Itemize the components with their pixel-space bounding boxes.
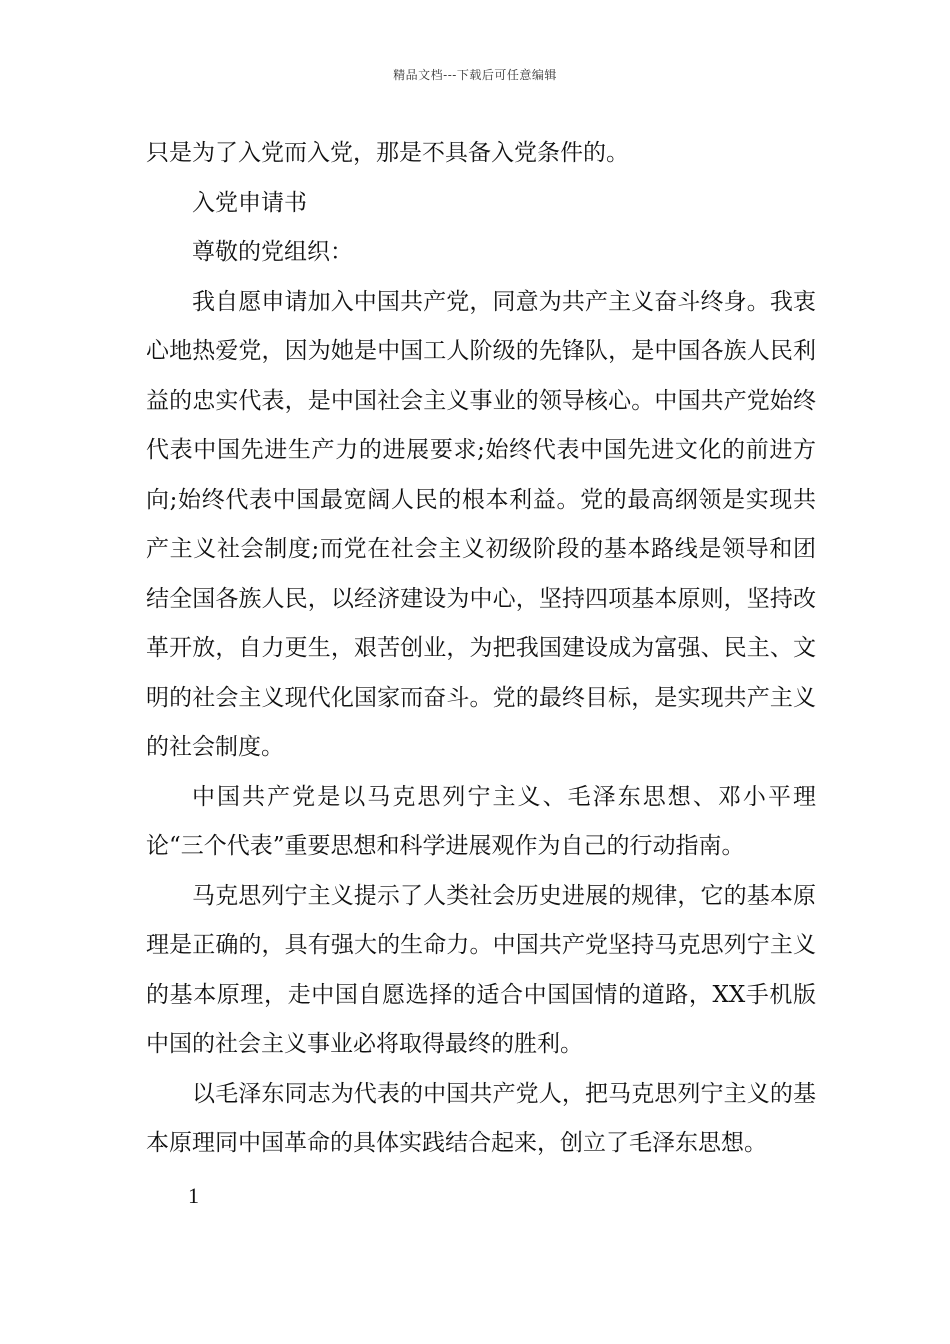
- page-number: 1: [188, 1183, 199, 1208]
- document-body: [146, 129, 816, 1169]
- paragraph-continuation: 只是为了入党而入党，那是不具备入党条件的。: [146, 140, 629, 166]
- paragraph: 我自愿申请加入中国共产党，同意为共产主义奋斗终身。我衷心地热爱党，因为她是中国工人阶级的先锋队，是中国各族人民利益的忠实代表，是中国社会主义事业的领导核心。中国共产党始终代表中国先进生产力的进展要求;始终代表中国先进文化的前进方向;始终代表中国最宽阔人民的根本利益。党的最高纲领是实现共产主义社会制度;而党在社会主义初级阶段的基本路线是领导和团结全国各族人民，以经济建设为中心，坚持四项基本原则，坚持改革开放，自力更生，艰苦创业，为把我国建设成为富强、民主、文明的社会主义现代化国家而奋斗。党的最终目标，是实现共产主义的社会制度。: [146, 288, 816, 760]
- paragraph: 中国共产党是以马克思列宁主义、毛泽东思想、邓小平理论“三个代表”重要思想和科学进展观作为自己的行动指南。: [146, 783, 816, 859]
- salutation: 尊敬的党组织：: [192, 239, 353, 265]
- page-header: 精品文档---下载后可任意编辑: [393, 68, 557, 82]
- paragraph: 以毛泽东同志为代表的中国共产党人，把马克思列宁主义的基本原理同中国革命的具体实践结合起来，创立了毛泽东思想。: [146, 1080, 816, 1156]
- document-title: 入党申请书: [192, 189, 307, 216]
- paragraph: 马克思列宁主义提示了人类社会历史进展的规律，它的基本原理是正确的，具有强大的生命力。中国共产党坚持马克思列宁主义的基本原理，走中国自愿选择的适合中国国情的道路，XX手机版中国的社会主义事业必将取得最终的胜利。: [146, 882, 816, 1057]
